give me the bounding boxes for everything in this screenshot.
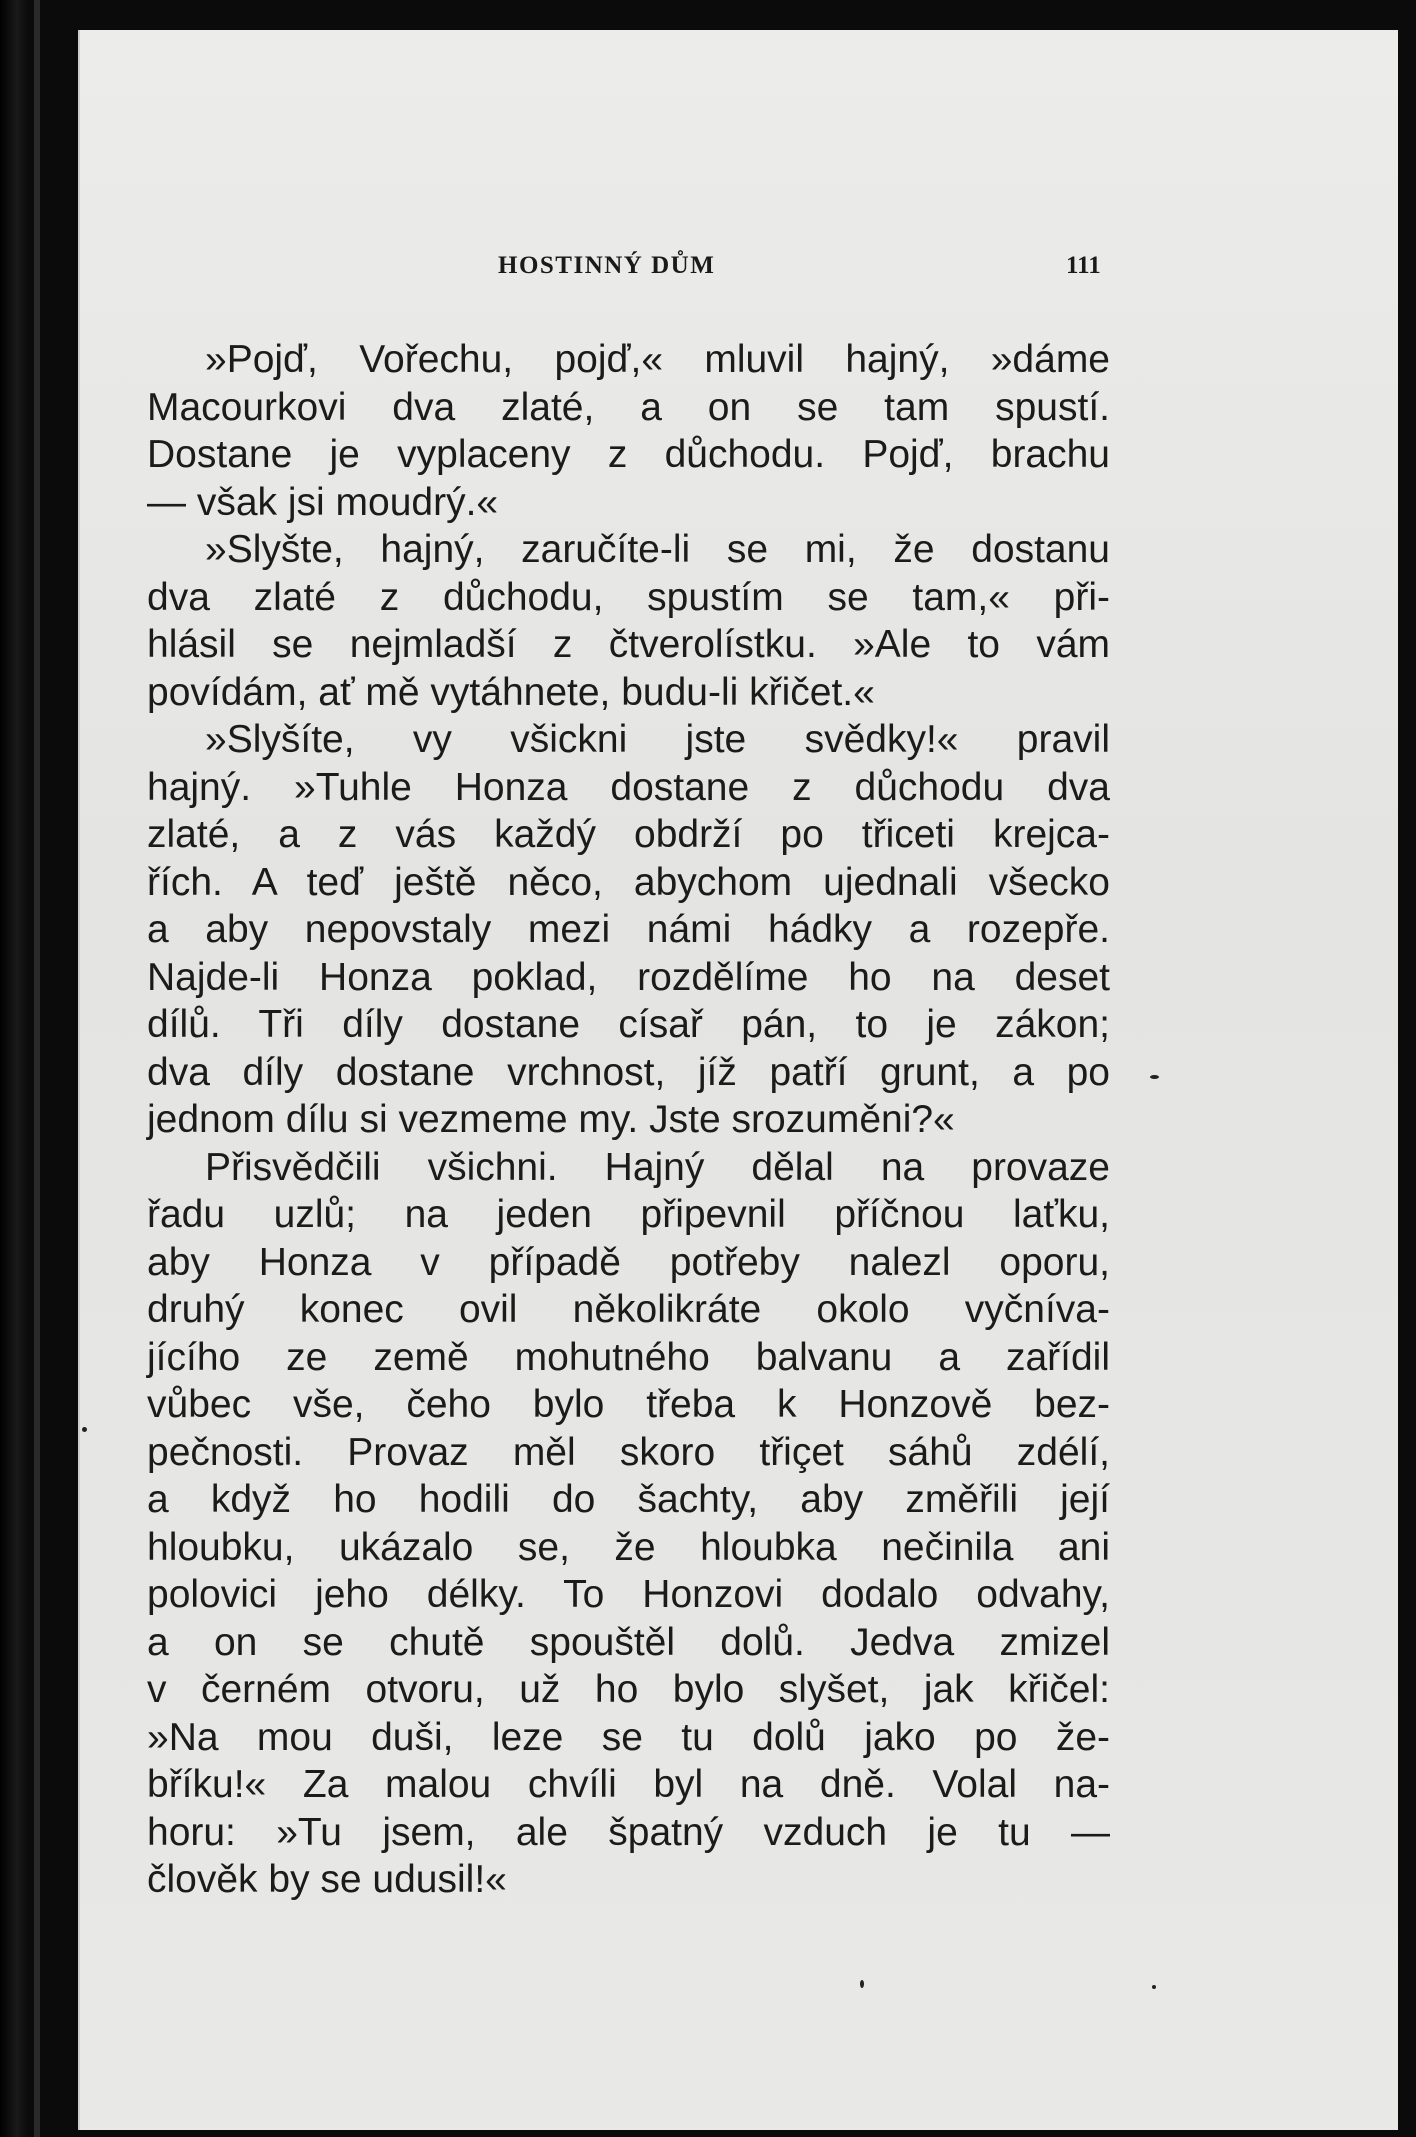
text-line: Dostane je vyplaceny z důchodu. Pojď, brachu: [147, 433, 1110, 476]
text-line: řích. A teď ještě něco, abychom ujednali všecko: [147, 860, 1110, 904]
text-line: jícího ze země mohutného balvanu a zařídil: [147, 1335, 1110, 1379]
text-line: Najde-li Honza poklad, rozdělíme ho na deset: [147, 955, 1110, 999]
scan-speck: [860, 1980, 864, 1988]
text-line: aby Honza v případě potřeby nalezl oporu,: [147, 1240, 1110, 1284]
page-number: 111: [1066, 252, 1101, 279]
text-line: »Na mou duši, leze se tu dolů jako po že-: [147, 1715, 1110, 1759]
text-line: a on se chutě spouštěl dolů. Jedva zmizel: [147, 1620, 1110, 1664]
body-text: [147, 336, 1110, 1904]
text-line: druhý konec ovil několikráte okolo vyčníva-: [147, 1288, 1110, 1331]
text-line: vůbec vše, čeho bylo třeba k Honzově bez-: [147, 1383, 1110, 1426]
book-binding-edge: [0, 0, 28, 2137]
text-line: řadu uzlů; na jeden připevnil příčnou laťku,: [147, 1193, 1110, 1236]
text-line: Přisvědčili všichni. Hajný dělal na provaze: [205, 1145, 1110, 1189]
text-line: člověk by se udusil!«: [147, 1858, 507, 1901]
text-line: povídám, ať mě vytáhnete, budu-li křičet.«: [147, 670, 875, 714]
scan-speck: [1150, 1075, 1159, 1079]
text-line: v černém otvoru, už ho bylo slyšet, jak křičel:: [147, 1668, 1110, 1711]
text-line: pečnosti. Provaz měl skoro třiçet sáhů zdélí,: [147, 1430, 1110, 1474]
text-line: horu: »Tu jsem, ale špatný vzduch je tu —: [147, 1810, 1110, 1854]
text-line: dva zlaté z důchodu, spustím se tam,« při-: [147, 575, 1110, 619]
text-line: dva díly dostane vrchnost, jíž patří grunt, a po: [147, 1050, 1110, 1094]
text-line: jednom dílu si vezmeme my. Jste srozuměni?«: [147, 1098, 955, 1141]
scan-speck: [82, 1427, 87, 1432]
text-line: dílů. Tři díly dostane císař pán, to je zákon;: [147, 1003, 1110, 1046]
text-line: bříku!« Za malou chvíli byl na dně. Volal na-: [147, 1763, 1110, 1806]
text-line: polovici jeho délky. To Honzovi dodalo odvahy,: [147, 1573, 1110, 1616]
text-line: — však jsi moudrý.«: [147, 480, 499, 524]
scan-speck: [1152, 1985, 1156, 1989]
text-line: »Slyšíte, vy všickni jste svědky!« pravil: [205, 718, 1110, 761]
text-line: zlaté, a z vás každý obdrží po třiceti krejca-: [147, 813, 1110, 856]
text-line: a když ho hodili do šachty, aby změřili její: [147, 1478, 1110, 1521]
previous-page-edge: [34, 0, 40, 2137]
text-line: hloubku, ukázalo se, že hloubka nečinila ani: [147, 1525, 1110, 1569]
text-line: Macourkovi dva zlaté, a on se tam spustí.: [147, 385, 1110, 429]
text-line: a aby nepovstaly mezi námi hádky a rozepře.: [147, 908, 1110, 951]
running-header: [498, 252, 1138, 288]
text-line: hlásil se nejmladší z čtverolístku. »Ale to vám: [147, 623, 1110, 666]
running-title: HOSTINNÝ DŮM: [498, 252, 716, 279]
text-line: »Slyšte, hajný, zaručíte-li se mi, že dostanu: [205, 528, 1110, 571]
text-line: »Pojď, Vořechu, pojď,« mluvil hajný, »dáme: [205, 338, 1110, 381]
text-line: hajný. »Tuhle Honza dostane z důchodu dva: [147, 765, 1110, 809]
